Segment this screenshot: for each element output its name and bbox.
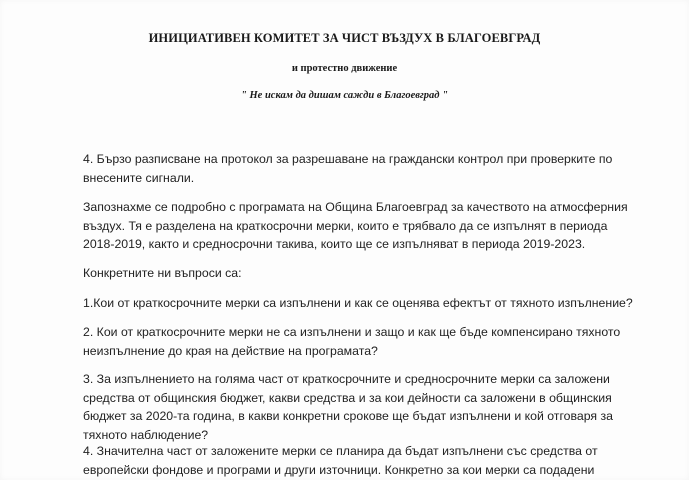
text-line: Конкретните ни въпроси са: — [83, 266, 242, 280]
paragraph-point-4-protocol — [83, 150, 643, 187]
text-line: 1.Кои от краткосрочните мерки са изпълнени и как се оценява ефектът от тяхното изпълнение? — [83, 296, 633, 310]
question-2 — [83, 323, 643, 360]
text-line: 3. За изпълнението на голяма част от краткосрочните и средносрочните мерки са заложени — [83, 372, 610, 386]
committee-title: ИНИЦИАТИВЕН КОМИТЕТ ЗА ЧИСТ ВЪЗДУХ В БЛАГОЕВГРАД — [148, 31, 541, 45]
question-1 — [83, 294, 643, 313]
text-line: тяхното наблюдение? — [83, 427, 209, 442]
text-line: неизпълнение до края на действие на програмата? — [83, 343, 378, 358]
question-4 — [83, 442, 643, 479]
movement-subtitle: и протестно движение — [291, 63, 398, 74]
text-line: 2. Кои от краткосрочните мерки не са изпълнени и защо и как ще бъде компенсирано тяхното — [83, 325, 621, 339]
slogan-quote: " Не искам да дишам сажди в Благоевград " — [241, 90, 448, 101]
text-line: 4. Значителна част от заложените мерки се планира да бъдат изпълнени със средства от — [83, 444, 598, 458]
text-line: 4. Бързо разписване на протокол за разрешаване на граждански контрол при проверките по — [83, 152, 613, 166]
text-line: европейски фондове и програми и други източници. Конкретно за кои мерки са подадени — [83, 462, 595, 477]
paragraph-questions-heading — [83, 264, 643, 283]
text-line: въздух. Тя е разделена на краткосрочни мерки, които е трябвало да се изпълнят в периода — [83, 218, 608, 233]
text-line: Запознахме се подробно с програмата на Община Благоевград за качеството на атмосферния — [83, 200, 628, 214]
text-line: бюджет за 2020-та година, в какви конкретни срокове ще бъдат изпълнени и кой отговаря за — [83, 409, 613, 423]
text-line: 2018-2019, както и средносрочни такива, които ще се изпълняват в периода 2019-2023. — [83, 237, 586, 251]
question-3 — [83, 370, 643, 444]
paragraph-program-intro — [83, 198, 643, 254]
text-line: внесените сигнали. — [83, 170, 195, 185]
text-line: средства от общинския бюджет, какви средства и за кои дейности са заложени в общинския — [83, 390, 612, 405]
